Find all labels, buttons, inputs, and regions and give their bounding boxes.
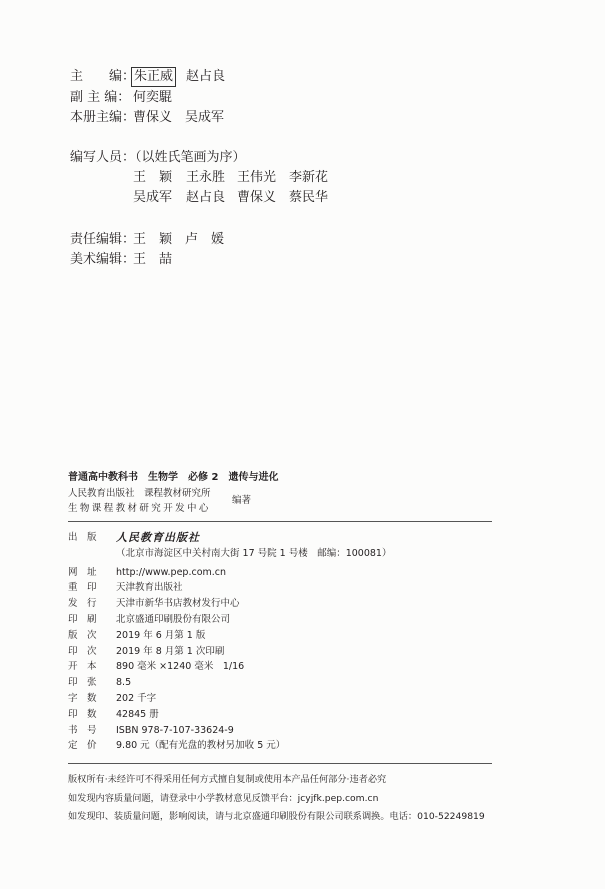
isbn-value: ISBN 978-7-107-33624-9: [116, 724, 234, 736]
authors-line: [70, 150, 450, 166]
row-label: 版 次: [68, 629, 97, 641]
author-name: 曹保义: [237, 190, 277, 205]
word-count-row: [68, 691, 498, 707]
publication-info: [68, 530, 498, 754]
volume-editor-line: [70, 110, 450, 126]
author-name: 赵占良: [186, 190, 226, 205]
deputy-editor-line: [70, 90, 450, 106]
distribution-value: 天津市新华书店教材发行中心: [116, 598, 240, 610]
divider-bottom: [68, 763, 492, 764]
author-name: 蔡民华: [289, 190, 329, 205]
impression-value: 2019 年 8 月第 1 次印刷: [116, 645, 225, 657]
print-run-value: 42845 册: [116, 708, 159, 720]
row-label: 定 价: [68, 740, 97, 752]
publisher-address-row: [68, 546, 498, 562]
compiler-org-1: 人民教育出版社 课程教材研究所: [68, 488, 211, 499]
reprint-row: [68, 580, 498, 596]
row-label: 开 本: [68, 661, 97, 673]
publisher-label: 出 版: [68, 532, 97, 543]
author-name: 李新花: [289, 170, 329, 185]
art-editor-label: 美术编辑：: [70, 252, 136, 267]
art-editor-line: [70, 252, 450, 268]
publisher-address: （北京市海淀区中关村南大街 17 号院 1 号楼 邮编：100081）: [116, 547, 392, 559]
row-label: 印 次: [68, 645, 97, 657]
author-name: 王永胜: [186, 170, 226, 185]
responsible-editor-label: 责任编辑：: [70, 232, 136, 247]
authors-row-1: [133, 170, 373, 186]
copyright-notice: 版权所有·未经许可不得采用任何方式擅自复制或使用本产品任何部分·违者必究: [68, 774, 387, 785]
divider-top: [68, 521, 492, 522]
footer-notices: [68, 771, 498, 827]
editorial-credits: [70, 0, 470, 280]
website-row: [68, 565, 498, 581]
print-feedback-notice: 如发现印、装质量问题，影响阅读，请与北京盛通印刷股份有限公司联系调换。电话：010-52249819: [68, 811, 485, 822]
print-run-row: [68, 707, 498, 723]
printer-row: [68, 612, 498, 628]
word-count-value: 202 千字: [116, 692, 157, 704]
art-editor-names: 王 喆: [133, 252, 173, 267]
isbn-row: [68, 723, 498, 739]
row-label: 印 刷: [68, 613, 97, 625]
row-label: 发 行: [68, 598, 97, 610]
compiler-org-2: 生物课程教材研究开发中心: [68, 503, 211, 514]
impression-row: [68, 644, 498, 660]
row-label: 字 数: [68, 692, 97, 704]
volume-editor-names: 曹保义 吴成军: [133, 110, 225, 125]
responsible-editor-names: 王 颖 卢 媛: [133, 232, 225, 247]
chief-editor-name: 赵占良: [186, 69, 226, 84]
distribution-row: [68, 596, 498, 612]
publisher-logo: 人民教育出版社: [116, 531, 200, 544]
publisher-row: [68, 530, 498, 546]
format-value: 890 毫米 ×1240 毫米 1/16: [116, 661, 245, 673]
edition-row: [68, 628, 498, 644]
price-row: [68, 738, 498, 754]
sheets-value: 8.5: [116, 677, 132, 689]
book-title: 普通高中教科书 生物学 必修 2 遗传与进化: [68, 472, 279, 483]
deputy-editor-names: 何奕騉: [133, 90, 173, 105]
chief-editor-boxed-name: 朱正威: [131, 67, 176, 87]
responsible-editor-line: [70, 232, 450, 248]
price-value: 9.80 元（配有光盘的教材另加收 5 元）: [116, 740, 286, 752]
row-label: 网 址: [68, 566, 97, 578]
volume-editor-label: 本册主编：: [70, 110, 136, 125]
author-name: 吴成军: [133, 190, 173, 205]
row-label: 书 号: [68, 724, 97, 736]
format-row: [68, 659, 498, 675]
chief-editor-label: 主 编：: [70, 69, 136, 84]
author-name: 王 颖: [133, 170, 173, 185]
website-value: http://www.pep.com.cn: [116, 566, 227, 578]
sheets-row: [68, 675, 498, 691]
printer-value: 北京盛通印刷股份有限公司: [116, 613, 231, 625]
author-name: 王伟光: [237, 170, 277, 185]
edition-value: 2019 年 6 月第 1 版: [116, 629, 206, 641]
authors-label: 编写人员：（以姓氏笔画为序）: [70, 150, 246, 165]
row-label: 印 张: [68, 677, 97, 689]
reprint-value: 天津教育出版社: [116, 582, 183, 594]
authors-row-2: [133, 190, 373, 206]
deputy-editor-label: 副 主 编：: [70, 90, 131, 105]
row-label: 重 印: [68, 582, 97, 594]
row-label: 印 数: [68, 708, 97, 720]
compiler-role: 编著: [232, 495, 252, 506]
content-feedback-notice: 如发现内容质量问题，请登录中小学教材意见反馈平台：jcyjfk.pep.com.cn: [68, 792, 379, 804]
chief-editor-line: [70, 69, 450, 85]
